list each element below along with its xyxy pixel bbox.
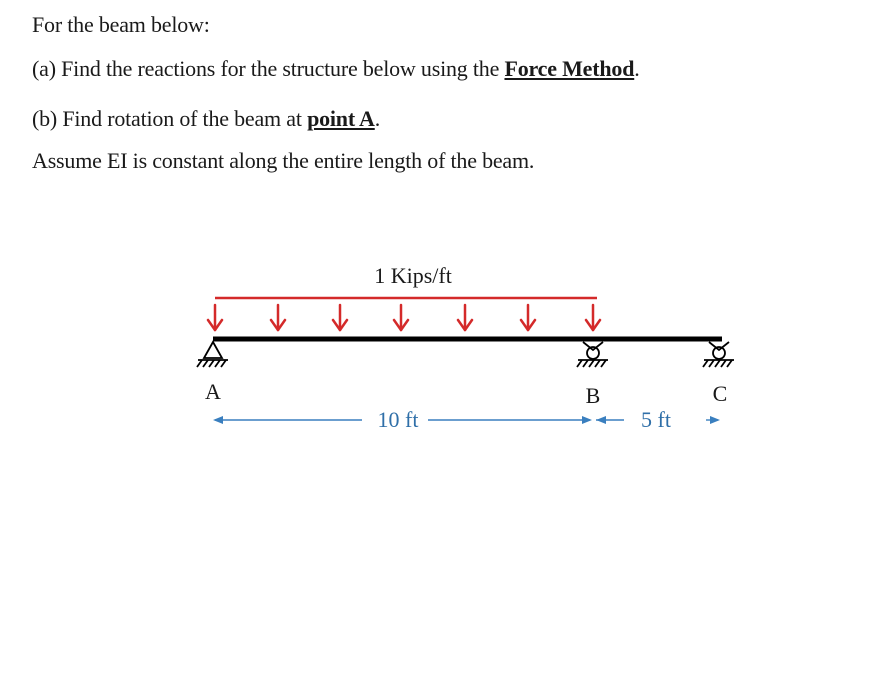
part-a-suffix: . — [634, 56, 640, 81]
load-label: 1 Kips/ft — [374, 263, 452, 288]
part-b-point: point A — [307, 106, 375, 131]
support-label-a: A — [205, 379, 221, 404]
dimension-ab-label: 10 ft — [377, 407, 419, 432]
load-arrow — [458, 305, 472, 330]
roller-support-b — [577, 342, 608, 367]
part-b-prefix: (b) Find rotation of the beam at — [32, 106, 308, 131]
assumption-text: Assume EI is constant along the entire length of the beam. — [32, 148, 535, 173]
problem-intro: For the beam below: — [32, 12, 210, 37]
roller-support-c — [703, 342, 734, 367]
support-label-b: B — [585, 383, 601, 408]
load-arrow — [271, 305, 285, 330]
load-arrow — [521, 305, 535, 330]
part-b-suffix: . — [374, 106, 381, 131]
dimension-bc-label: 5 ft — [641, 407, 671, 432]
load-arrow — [586, 305, 600, 330]
load-arrow — [333, 305, 347, 330]
part-a-prefix: (a) Find the reactions for the structure below using the — [32, 56, 505, 81]
distributed-load-arrows — [208, 305, 600, 330]
load-arrow — [208, 305, 222, 330]
load-arrow — [394, 305, 408, 330]
part-a-method: Force Method — [504, 56, 635, 81]
support-label-c: C — [712, 381, 728, 406]
pin-support-a — [197, 342, 228, 367]
